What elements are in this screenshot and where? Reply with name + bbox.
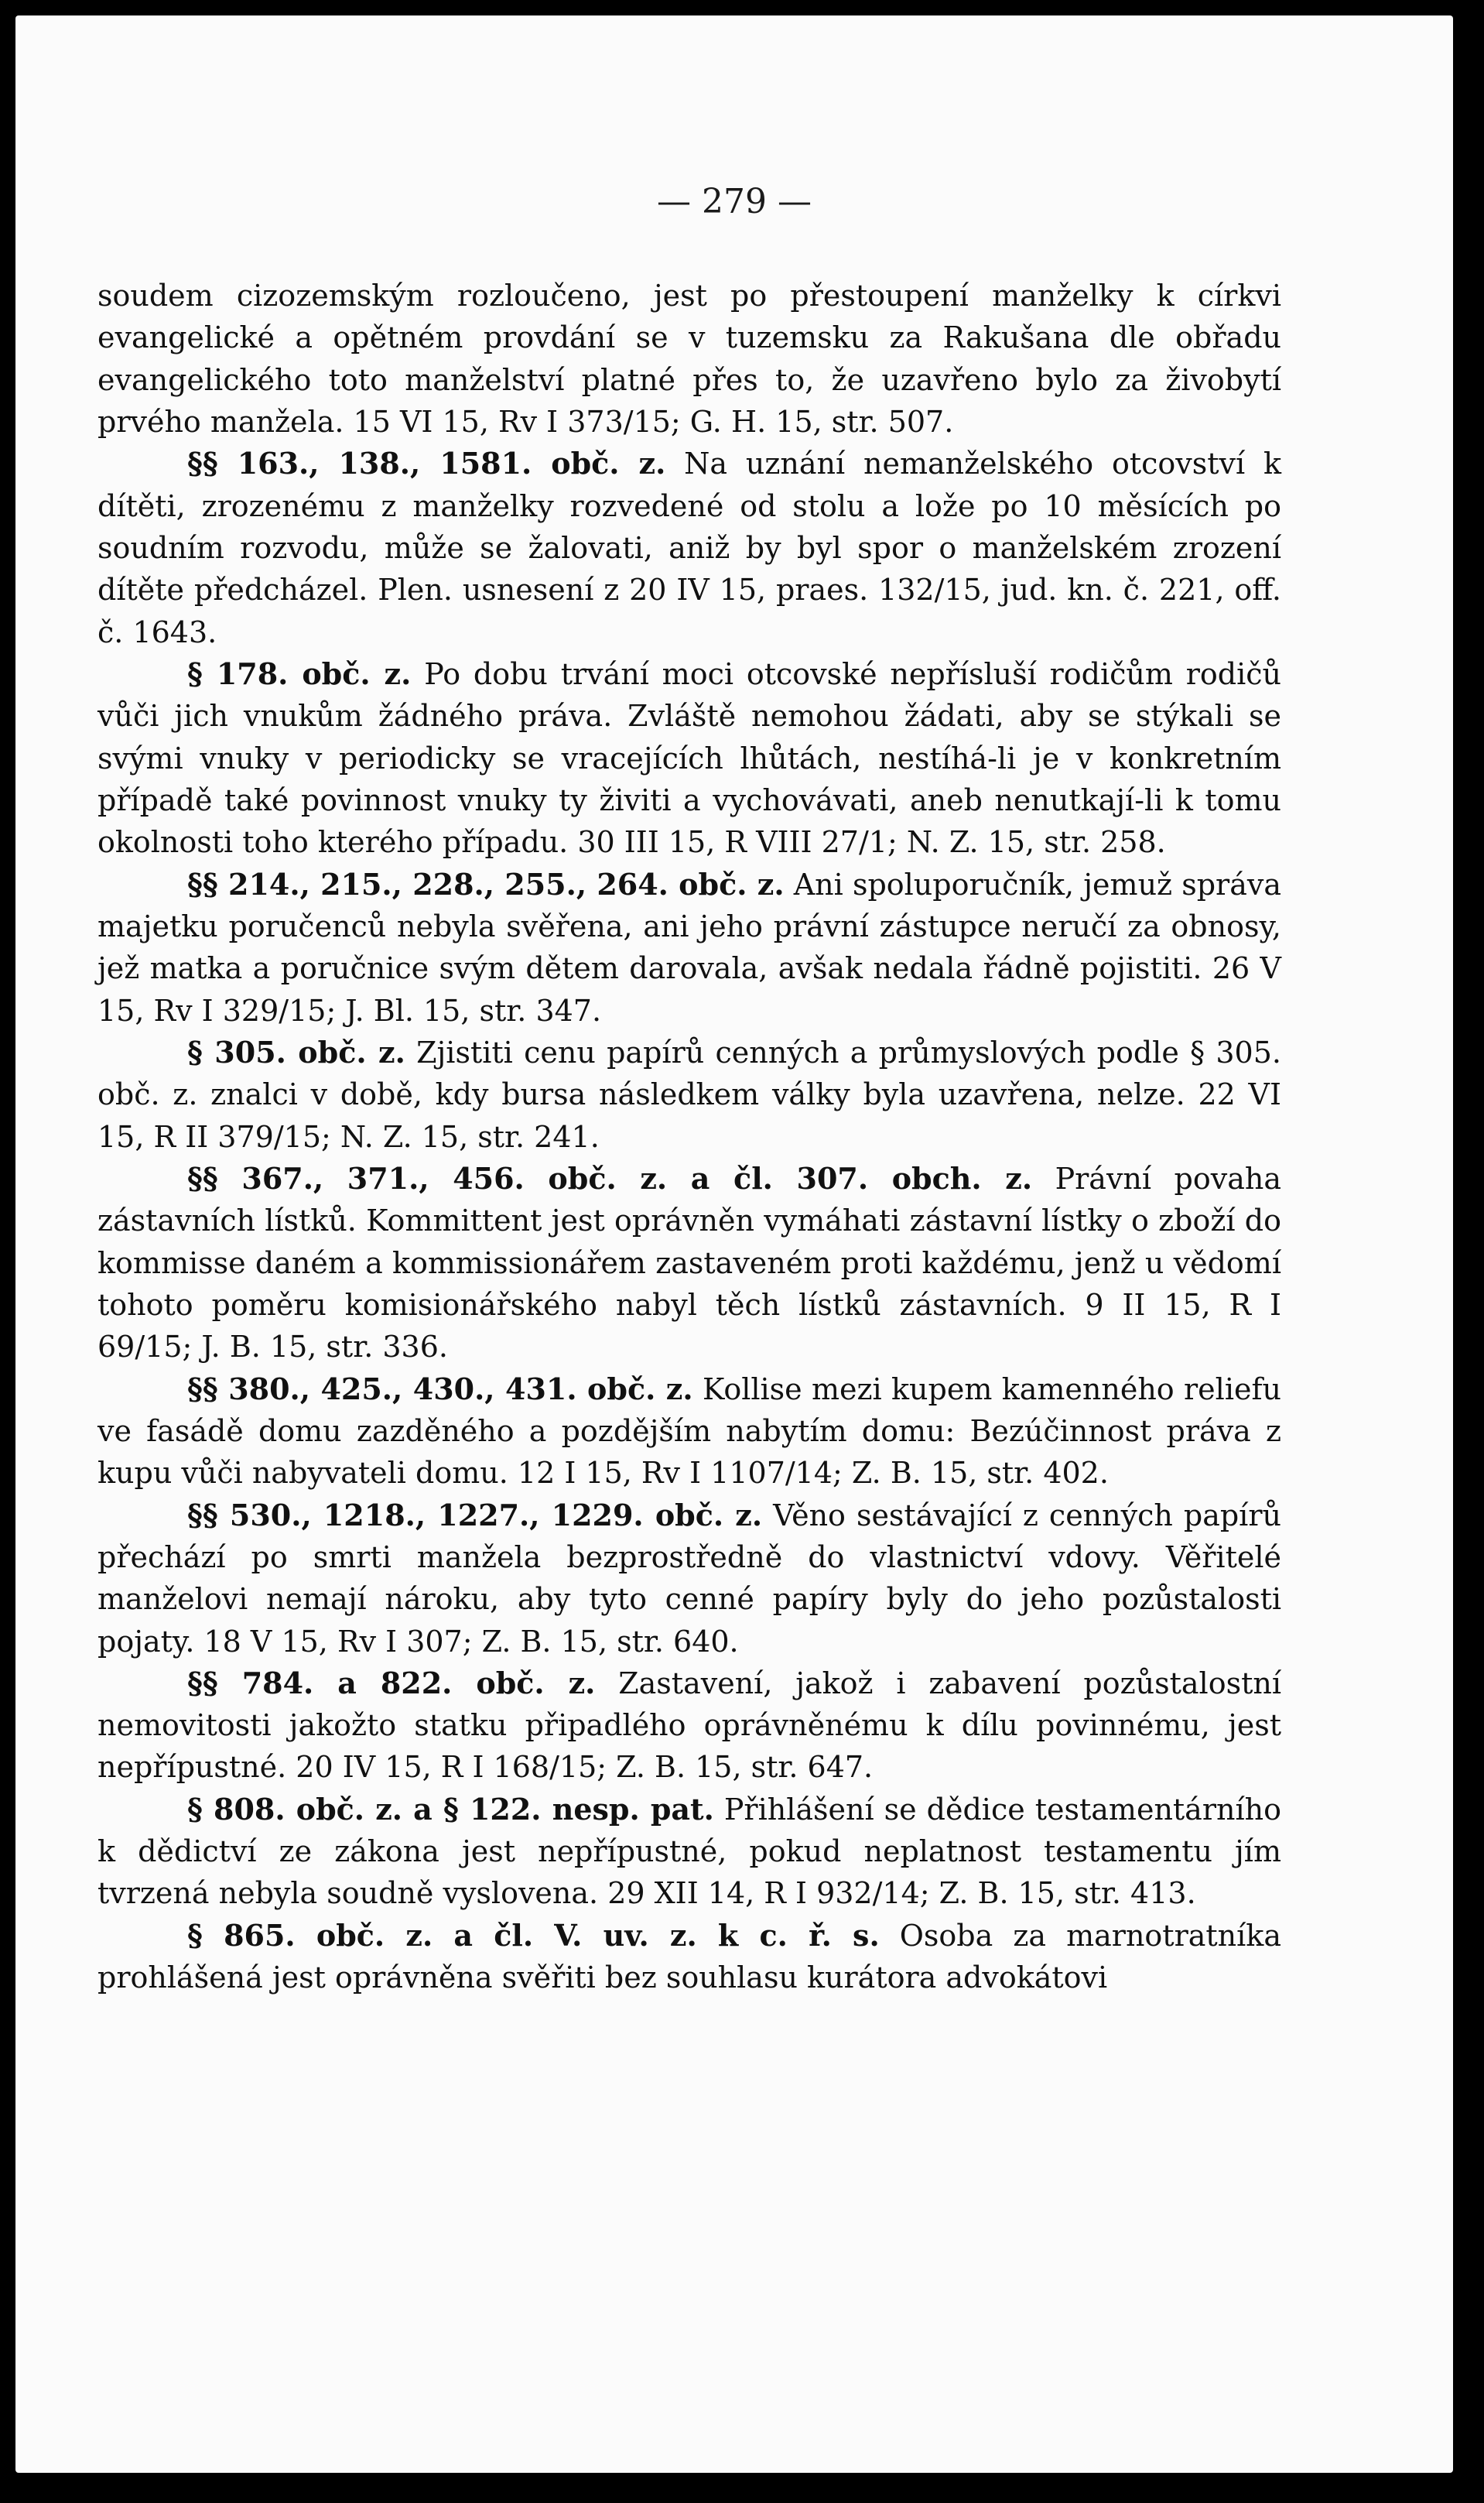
paragraph-text: Po dobu trvání moci otcovské nepřísluší rodičům rodičů vůči jich vnukům žádného práva. Zvláště nemohou žádati, aby se stýkali se svými vnuky v periodicky se vracejících lhůtách, nestíhá-li je v konkretním případě také povinnost vnuky ty živiti a vychovávati, aneb nenutkají-li k tomu okolnosti toho kterého případu. 30 III 15, R VIII 27/1; N. Z. 15, str. 258.: [97, 656, 1282, 860]
statute-reference: § 305. obč. z.: [187, 1034, 405, 1070]
statute-reference: § 865. obč. z. a čl. V. uv. z. k c. ř. s.: [187, 1917, 880, 1953]
paragraph: [97, 1915, 1281, 1999]
paragraph-text: Právní povaha zástavních lístků. Kommittent jest oprávněn vymáhati zástavní lístky o zboží do kommisse daném a kommissionářem zastaveném proti každému, jenž u vědomí tohoto poměru komisionářského nabyl těch lístků zástavních. 9 II 15, R I 69/15; J. B. 15, str. 336.: [97, 1161, 1281, 1364]
paragraph-text: Zjistiti cenu papírů cenných a průmyslových podle § 305. obč. z. znalci v době, kdy bursa následkem války byla uzavřena, nelze. 22 VI 15, R II 379/15; N. Z. 15, str. 241.: [97, 1035, 1281, 1154]
paragraph: [97, 653, 1281, 864]
paragraph-text: Přihlášení se dědice testamentárního k dědictví ze zákona jest nepřípustné, pokud neplatnost testamentu jím tvrzená nebyla soudně vyslovena. 29 XII 14, R I 932/14; Z. B. 15, str. 413.: [97, 1792, 1281, 1911]
statute-reference: §§ 367., 371., 456. obč. z. a čl. 307. obch. z.: [187, 1160, 1033, 1196]
paragraph-text: soudem cizozemským rozloučeno, jest po přestoupení manželky k církvi evangelické a opětném provdání se v tuzemsku za Rakušana dle obřadu evangelického toto manželství platné přes to, že uzavřeno bylo za živobytí prvého manžela. 15 VI 15, Rv I 373/15; G. H. 15, str. 507.: [97, 279, 1281, 439]
paragraph: [97, 1368, 1281, 1495]
statute-reference: § 808. obč. z. a § 122. nesp. pat.: [187, 1791, 714, 1827]
paragraph: [97, 275, 1281, 443]
paragraph-text: Zastavení, jakož i zabavení pozůstalostní nemovitosti jakožto statku připadlého oprávněnému k dílu povinnému, jest nepřípustné. 20 IV 15, R I 168/15; Z. B. 15, str. 647.: [97, 1666, 1281, 1785]
paragraph: [97, 1789, 1281, 1915]
paragraph-text: Ani spoluporučník, jemuž správa majetku poručenců nebyla svěřena, ani jeho právní zástupce neručí za obnosy, jež matka a poručnice svým dětem darovala, avšak nedala řádně pojistiti. 26 V 15, Rv I 329/15; J. Bl. 15, str. 347.: [97, 867, 1281, 1028]
paragraph: [97, 1495, 1281, 1662]
paragraph: [97, 1158, 1281, 1368]
paragraph: [97, 443, 1281, 653]
statute-reference: §§ 163., 138., 1581. obč. z.: [187, 446, 666, 481]
statute-reference: §§ 214., 215., 228., 255., 264. obč. z.: [187, 866, 785, 902]
paragraph: [97, 1032, 1281, 1158]
page-number-header: — 279 —: [657, 182, 812, 221]
paragraph-text: Věno sestávající z cenných papírů přechází po smrti manžela bezprostředně do vlastnictví vdovy. Věřitelé manželovi nemají nároku, aby tyto cenné papíry byly do jeho pozůstalosti pojaty. 18 V 15, Rv I 307; Z. B. 15, str. 640.: [97, 1498, 1281, 1659]
paragraph-text: Osoba za marnotratníka prohlášená jest oprávněna svěřiti bez souhlasu kurátora advokátovi: [97, 1918, 1281, 1995]
statute-reference: §§ 530., 1218., 1227., 1229. obč. z.: [187, 1497, 763, 1532]
paragraph: [97, 1662, 1281, 1789]
statute-reference: §§ 380., 425., 430., 431. obč. z.: [187, 1371, 693, 1406]
book-page: [15, 15, 1453, 2473]
paragraph-text: Na uznání nemanželského otcovství k dítěti, zrozenému z manželky rozvedené od stolu a lože po 10 měsících po soudním rozvodu, může se žalovati, aniž by byl spor o manželském zrození dítěte předcházel. Plen. usnesení z 20 IV 15, praes. 132/15, jud. kn. č. 221, off. č. 1643.: [97, 447, 1281, 649]
paragraph-text: Kollise mezi kupem kamenného reliefu ve fasádě domu zazděného a pozdějším nabytím domu: Bezúčinnost práva z kupu vůči nabyvateli domu. 12 I 15, Rv I 1107/14; Z. B. 15, str. 402.: [97, 1371, 1282, 1491]
statute-reference: § 178. obč. z.: [187, 656, 412, 691]
statute-reference: §§ 784. a 822. obč. z.: [187, 1665, 596, 1700]
page-body: [97, 275, 1281, 1998]
paragraph: [97, 864, 1281, 1032]
